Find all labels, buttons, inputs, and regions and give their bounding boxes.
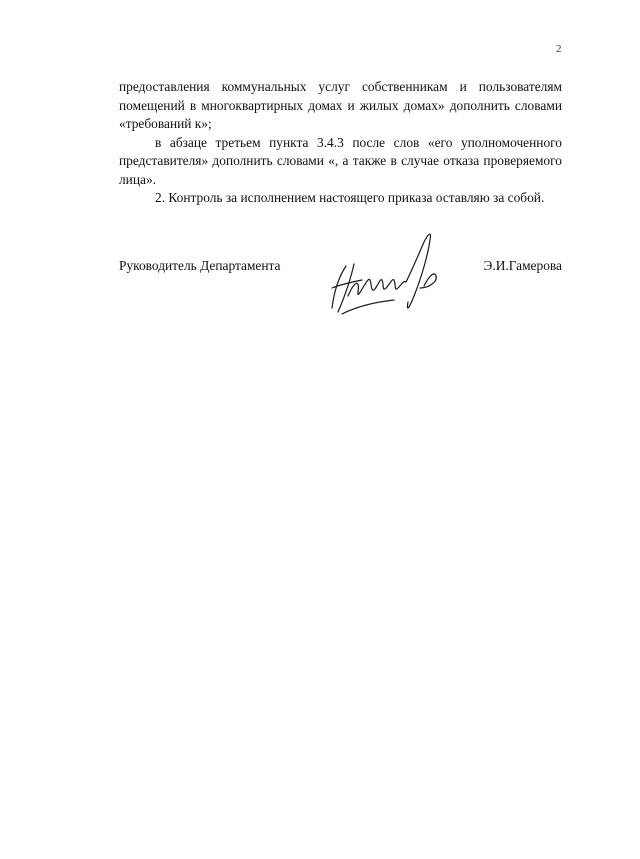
signature-stroke	[420, 274, 436, 288]
document-body	[119, 78, 562, 208]
signature-strokes	[332, 234, 436, 314]
signature-stroke	[348, 279, 406, 296]
signature-stroke	[342, 300, 394, 314]
paragraph-control-clause: 2. Контроль за исполнением настоящего приказа оставляю за собой.	[155, 190, 545, 205]
signer-title: Руководитель Департамента	[119, 258, 281, 273]
signer-name: Э.И.Гамерова	[483, 258, 562, 273]
paragraph-continuation: предоставления коммунальных услуг собственникам и пользователям помещений в многоквартирных домах и жилых домах» дополнить словами «требований к»;	[119, 79, 562, 131]
paragraph-amendment: в абзаце третьем пункта 3.4.3 после слов «его уполномоченного представителя» дополнить словами «, а также в случае отказа проверяемого лица».	[119, 134, 562, 187]
page-number: 2	[556, 43, 562, 55]
handwritten-signature	[328, 226, 444, 318]
signature-stroke	[406, 234, 431, 308]
